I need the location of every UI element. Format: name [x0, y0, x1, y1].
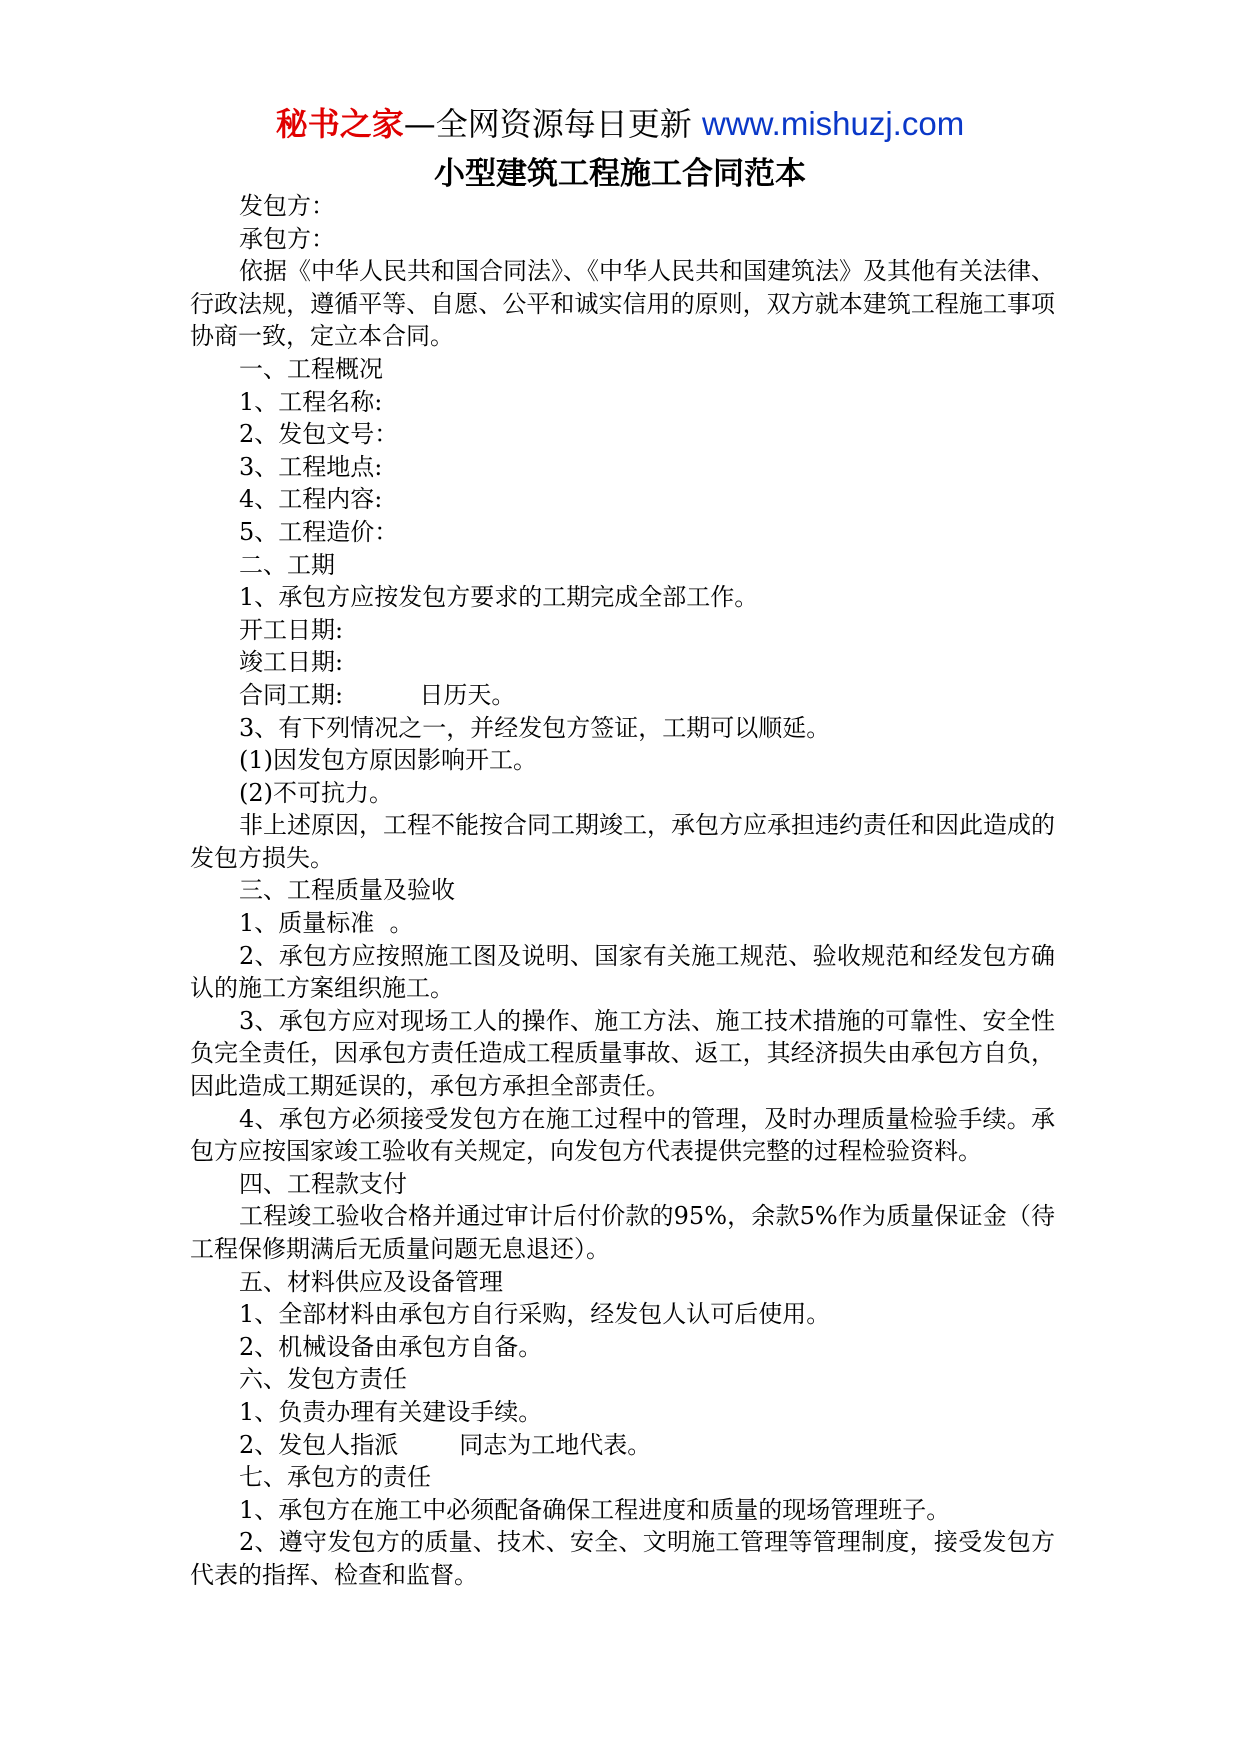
section-heading: 七、承包方的责任 — [239, 1463, 431, 1492]
paragraph: 1、承包方在施工中必须配备确保工程进度和质量的现场管理班子。 — [239, 1495, 951, 1524]
paragraph: 承包方： — [239, 224, 335, 253]
section-heading: 三、工程质量及验收 — [239, 876, 455, 905]
paragraph: 2、承包方应按照施工图及说明、国家有关施工规范、验收规范和经发包方确认的施工方案组织施工。 — [190, 941, 1055, 1003]
paragraph: 竣工日期: — [239, 648, 344, 677]
paragraph: 开工日期: — [239, 615, 344, 644]
paragraph: 1、负责办理有关建设手续。 — [239, 1397, 543, 1426]
site-banner — [0, 102, 1240, 146]
section-heading: 六、发包方责任 — [239, 1365, 407, 1394]
section-heading: 四、工程款支付 — [239, 1169, 407, 1198]
paragraph: 3、承包方应对现场工人的操作、施工方法、施工技术措施的可靠性、安全性负完全责任，因承包方责任造成工程质量事故、返工，其经济损失由承包方自负，因此造成工期延误的，承包方承担全部责任。 — [190, 1006, 1055, 1101]
section-heading: 一、工程概况 — [239, 354, 383, 383]
paragraph: 合同工期: 日历天。 — [239, 680, 516, 709]
paragraph: (2)不可抗力。 — [239, 778, 393, 807]
paragraph: 发包方： — [239, 192, 335, 220]
paragraph: (1)因发包方原因影响开工。 — [239, 746, 537, 775]
paragraph: 2、发包人指派 同志为工地代表。 — [239, 1430, 652, 1459]
section-heading: 五、材料供应及设备管理 — [239, 1267, 503, 1296]
paragraph: 3、工程地点: — [239, 452, 383, 481]
paragraph: 2、机械设备由承包方自备。 — [239, 1332, 543, 1361]
paragraph: 4、工程内容: — [239, 485, 383, 514]
paragraph: 1、质量标准 。 — [239, 909, 414, 938]
paragraph: 2、遵守发包方的质量、技术、安全、文明施工管理等管理制度，接受发包方代表的指挥、检查和监督。 — [190, 1528, 1055, 1589]
paragraph: 3、有下列情况之一，并经发包方签证，工期可以顺延。 — [239, 713, 831, 742]
site-url: www.mishuzj.com — [701, 105, 965, 142]
paragraph: 1、承包方应按发包方要求的工期完成全部工作。 — [239, 583, 759, 612]
brand-name: 秘书之家 — [275, 105, 404, 143]
paragraph: 工程竣工验收合格并通过审计后付价款的95%，余款5%作为质量保证金（待工程保修期满后无质量问题无息退还）。 — [190, 1202, 1055, 1263]
section-heading: 二、工期 — [239, 550, 335, 579]
document-body — [190, 190, 1055, 1592]
paragraph: 1、全部材料由承包方自行采购，经发包人认可后使用。 — [239, 1300, 831, 1329]
banner-slogan: —全网资源每日更新 — [403, 105, 702, 143]
paragraph: 1、工程名称: — [239, 387, 383, 416]
document-title: 小型建筑工程施工合同范本 — [434, 156, 806, 192]
paragraph: 5、工程造价： — [239, 517, 399, 546]
paragraph: 2、发包文号： — [239, 420, 399, 449]
paragraph: 非上述原因，工程不能按合同工期竣工，承包方应承担违约责任和因此造成的发包方损失。 — [190, 811, 1055, 872]
paragraph: 4、承包方必须接受发包方在施工过程中的管理，及时办理质量检验手续。承包方应按国家竣工验收有关规定，向发包方代表提供完整的过程检验资料。 — [190, 1104, 1055, 1166]
paragraph: 依据《中华人民共和国合同法》、《中华人民共和国建筑法》及其他有关法律、行政法规，遵循平等、自愿、公平和诚实信用的原则，双方就本建筑工程施工事项协商一致，定立本合同。 — [190, 257, 1055, 351]
